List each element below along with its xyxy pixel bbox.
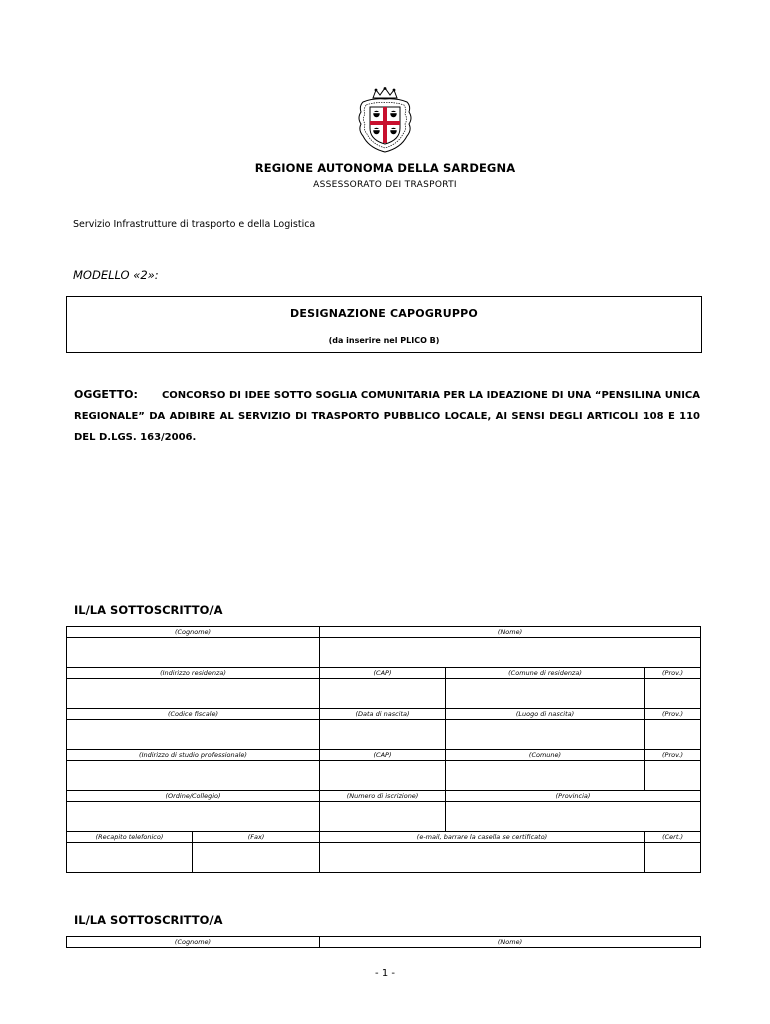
signatory-form-table bbox=[66, 626, 701, 873]
prov-field[interactable] bbox=[645, 679, 701, 709]
indirizzo-residenza-field[interactable] bbox=[67, 679, 320, 709]
indirizzo-studio-label: (Indirizzo di studio professionale) bbox=[67, 750, 320, 761]
subject-label: OGGETTO: bbox=[74, 388, 138, 401]
codice-fiscale-label: (Codice fiscale) bbox=[67, 709, 320, 720]
recapito-telefonico-field[interactable] bbox=[67, 843, 193, 873]
assessorato-subtitle: ASSESSORATO DEI TRASPORTI bbox=[313, 180, 457, 190]
cognome-label: (Cognome) bbox=[67, 937, 320, 948]
indirizzo-residenza-label: (Indirizzo residenza) bbox=[67, 668, 320, 679]
prov-label: (Prov.) bbox=[645, 668, 701, 679]
sardinia-coat-of-arms-icon bbox=[355, 86, 415, 154]
recapito-telefonico-label: (Recapito telefonico) bbox=[67, 832, 193, 843]
cognome-field[interactable] bbox=[67, 638, 320, 668]
data-nascita-label: (Data di nascita) bbox=[320, 709, 446, 720]
ordine-collegio-field[interactable] bbox=[67, 802, 320, 832]
second-signatory-form-table bbox=[66, 936, 701, 948]
region-title: REGIONE AUTONOMA DELLA SARDEGNA bbox=[254, 161, 516, 175]
service-name: Servizio Infrastrutture di trasporto e della Logistica bbox=[73, 219, 316, 230]
email-field[interactable] bbox=[320, 843, 645, 873]
provincia-field[interactable] bbox=[446, 802, 701, 832]
comune-residenza-field[interactable] bbox=[446, 679, 645, 709]
cap-field[interactable] bbox=[320, 679, 446, 709]
numero-iscrizione-field[interactable] bbox=[320, 802, 446, 832]
prov-studio-field[interactable] bbox=[645, 761, 701, 791]
designation-box bbox=[66, 296, 702, 353]
second-signatory-section-title: IL/LA SOTTOSCRITTO/A bbox=[74, 913, 223, 927]
subject-paragraph bbox=[74, 384, 700, 448]
ordine-collegio-label: (Ordine/Collegio) bbox=[67, 791, 320, 802]
prov-nascita-field[interactable] bbox=[645, 720, 701, 750]
comune-residenza-label: (Comune di residenza) bbox=[446, 668, 645, 679]
page-number: - 1 - bbox=[375, 968, 395, 979]
cognome-label: (Cognome) bbox=[67, 627, 320, 638]
nome-field[interactable] bbox=[320, 638, 701, 668]
cert-label: (Cert.) bbox=[645, 832, 701, 843]
nome-label: (Nome) bbox=[320, 627, 701, 638]
comune-label: (Comune) bbox=[446, 750, 645, 761]
signatory-section-title: IL/LA SOTTOSCRITTO/A bbox=[74, 603, 223, 617]
comune-studio-field[interactable] bbox=[446, 761, 645, 791]
model-label: MODELLO «2»: bbox=[73, 268, 159, 282]
indirizzo-studio-field[interactable] bbox=[67, 761, 320, 791]
prov-label: (Prov.) bbox=[645, 709, 701, 720]
provincia-label: (Provincia) bbox=[446, 791, 701, 802]
cap-label: (CAP) bbox=[320, 668, 446, 679]
email-label: (e-mail, barrare la casella se certificato) bbox=[320, 832, 645, 843]
cap-studio-field[interactable] bbox=[320, 761, 446, 791]
numero-iscrizione-label: (Numero di iscrizione) bbox=[320, 791, 446, 802]
cap-label: (CAP) bbox=[320, 750, 446, 761]
subject-text: CONCORSO DI IDEE SOTTO SOGLIA COMUNITARIA PER LA IDEAZIONE DI UNA “PENSILINA UNICA REGIONALE” DA ADIBIRE AL SERVIZIO DI TRASPORTO PUBBLICO LOCALE, AI SENSI DEGLI ARTICOLI 108 E 110 DEL D.LGS. 163/2006. bbox=[74, 390, 700, 443]
codice-fiscale-field[interactable] bbox=[67, 720, 320, 750]
fax-field[interactable] bbox=[193, 843, 320, 873]
designation-subtitle: (da inserire nel PLICO B) bbox=[328, 336, 440, 345]
prov-label: (Prov.) bbox=[645, 750, 701, 761]
fax-label: (Fax) bbox=[193, 832, 320, 843]
cert-checkbox[interactable] bbox=[645, 843, 701, 873]
data-nascita-field[interactable] bbox=[320, 720, 446, 750]
luogo-nascita-label: (Luogo di nascita) bbox=[446, 709, 645, 720]
nome-label: (Nome) bbox=[320, 937, 701, 948]
designation-title: DESIGNAZIONE CAPOGRUPPO bbox=[290, 307, 478, 320]
luogo-nascita-field[interactable] bbox=[446, 720, 645, 750]
